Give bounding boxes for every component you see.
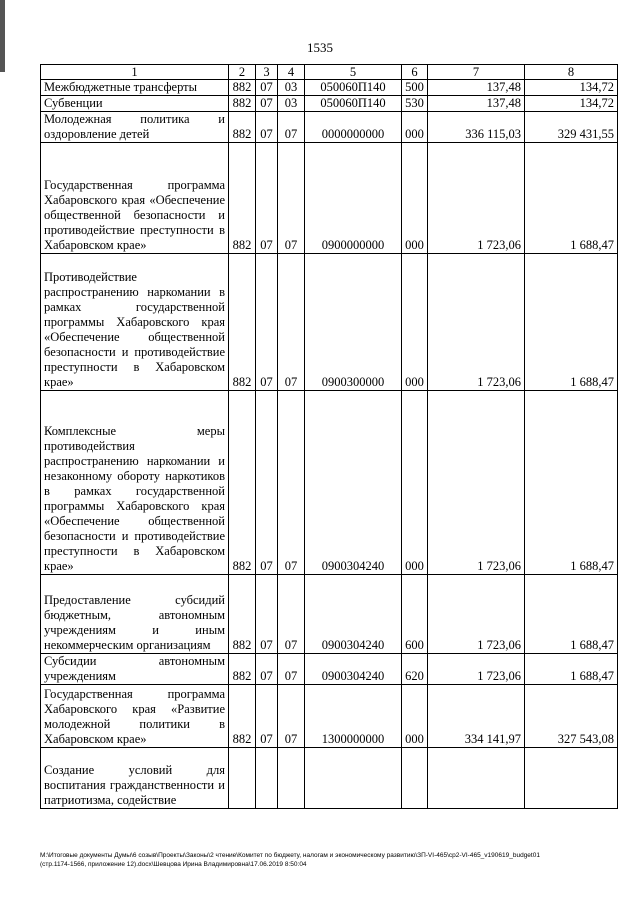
- target-article-cell: 1300000000: [305, 685, 402, 748]
- subsection-cell: 07: [278, 112, 305, 143]
- expense-type-cell: 000: [402, 685, 428, 748]
- budget-table: [40, 64, 618, 809]
- amount-2021-cell: 134,72: [525, 80, 618, 96]
- expense-type-cell: 620: [402, 654, 428, 685]
- table-row: [41, 391, 618, 575]
- amount-2021-cell: 1 688,47: [525, 254, 618, 391]
- expense-type-cell: 000: [402, 254, 428, 391]
- page-number: 1535: [307, 40, 333, 55]
- admin-code-cell: 882: [229, 143, 256, 254]
- amount-2021-cell: 1 688,47: [525, 575, 618, 654]
- subsection-cell: 07: [278, 685, 305, 748]
- row-name-cell: Государственная программа Хабаровского края «Обеспечение общественной безопасности и противодействие преступности в Хабаровском крае»: [41, 143, 229, 254]
- row-name-cell: Государственная программа Хабаровского края «Развитие молодежной политики в Хабаровском крае»: [41, 685, 229, 748]
- header-cell: 1: [41, 65, 229, 80]
- amount-2021-cell: 329 431,55: [525, 112, 618, 143]
- expense-type-cell: 530: [402, 96, 428, 112]
- expense-type-cell: 000: [402, 112, 428, 143]
- section-cell: 07: [256, 654, 278, 685]
- row-name-cell: Предоставление субсидий бюджетным, автономным учреждениям и иным некоммерческим организациям: [41, 575, 229, 654]
- admin-code-cell: 882: [229, 575, 256, 654]
- row-name-cell: Субсидии автономным учреждениям: [41, 654, 229, 685]
- subsection-cell: 03: [278, 80, 305, 96]
- table-row: [41, 112, 618, 143]
- section-cell: [256, 748, 278, 809]
- header-cell: 5: [305, 65, 402, 80]
- scan-edge-mark: [0, 0, 5, 72]
- row-name-cell: Противодействие распространению наркомании в рамках государственной программы Хабаровского края «Обеспечение общественной безопасности и противодействие преступности в Хабаровском крае»: [41, 254, 229, 391]
- amount-2020-cell: 1 723,06: [428, 391, 525, 575]
- target-article-cell: 0900304240: [305, 575, 402, 654]
- table-row: [41, 96, 618, 112]
- section-cell: 07: [256, 96, 278, 112]
- header-cell: 8: [525, 65, 618, 80]
- target-article-cell: 0900304240: [305, 654, 402, 685]
- row-name-cell: Создание условий для воспитания гражданственности и патриотизма, содействие: [41, 748, 229, 809]
- amount-2020-cell: 137,48: [428, 80, 525, 96]
- target-article-cell: 0900000000: [305, 143, 402, 254]
- target-article-cell: 0900304240: [305, 391, 402, 575]
- expense-type-cell: 000: [402, 391, 428, 575]
- subsection-cell: 07: [278, 575, 305, 654]
- row-name-cell: Межбюджетные трансферты: [41, 80, 229, 96]
- subsection-cell: [278, 748, 305, 809]
- expense-type-cell: [402, 748, 428, 809]
- table-row: [41, 748, 618, 809]
- header-row: [41, 65, 618, 80]
- admin-code-cell: 882: [229, 96, 256, 112]
- section-cell: 07: [256, 685, 278, 748]
- table-row: [41, 654, 618, 685]
- target-article-cell: 0000000000: [305, 112, 402, 143]
- header-cell: 6: [402, 65, 428, 80]
- footer-path-line: M:\Итоговые документы Думы\6 созыв\Проекты\Законы\2 чтение\Комитет по бюджету, налогам и экономическому развитию\ЗП-VI-465\сp2-VI-465_v190619_budget01: [40, 852, 540, 859]
- header-cell: 4: [278, 65, 305, 80]
- table-row: [41, 143, 618, 254]
- amount-2020-cell: 1 723,06: [428, 654, 525, 685]
- admin-code-cell: 882: [229, 80, 256, 96]
- amount-2020-cell: 1 723,06: [428, 254, 525, 391]
- amount-2020-cell: 336 115,03: [428, 112, 525, 143]
- subsection-cell: 07: [278, 254, 305, 391]
- footer-file-line: (стр.1174-1566, приложение 12).docx\Шевцова Ирина Владимировна\17.06.2019 8:50:04: [40, 861, 307, 868]
- table-row: [41, 575, 618, 654]
- document-footer: [40, 851, 620, 869]
- amount-2021-cell: 327 543,08: [525, 685, 618, 748]
- table-row: [41, 254, 618, 391]
- subsection-cell: 03: [278, 96, 305, 112]
- target-article-cell: 0900300000: [305, 254, 402, 391]
- subsection-cell: 07: [278, 143, 305, 254]
- row-name-cell: Молодежная политика и оздоровление детей: [41, 112, 229, 143]
- target-article-cell: [305, 748, 402, 809]
- section-cell: 07: [256, 391, 278, 575]
- amount-2021-cell: 1 688,47: [525, 391, 618, 575]
- amount-2020-cell: 1 723,06: [428, 575, 525, 654]
- expense-type-cell: 600: [402, 575, 428, 654]
- admin-code-cell: 882: [229, 685, 256, 748]
- amount-2021-cell: 1 688,47: [525, 143, 618, 254]
- row-name-cell: Комплексные меры противодействия распространению наркомании и незаконному обороту наркотиков в рамках государственной программы Хабаровского края «Обеспечение общественной безопасности и противодействие преступности в Хабаровском крае»: [41, 391, 229, 575]
- expense-type-cell: 000: [402, 143, 428, 254]
- admin-code-cell: 882: [229, 254, 256, 391]
- admin-code-cell: 882: [229, 654, 256, 685]
- section-cell: 07: [256, 80, 278, 96]
- header-cell: 2: [229, 65, 256, 80]
- admin-code-cell: 882: [229, 112, 256, 143]
- table-row: [41, 80, 618, 96]
- amount-2020-cell: 1 723,06: [428, 143, 525, 254]
- expense-type-cell: 500: [402, 80, 428, 96]
- amount-2020-cell: 137,48: [428, 96, 525, 112]
- section-cell: 07: [256, 112, 278, 143]
- section-cell: 07: [256, 575, 278, 654]
- amount-2021-cell: 134,72: [525, 96, 618, 112]
- amount-2020-cell: 334 141,97: [428, 685, 525, 748]
- admin-code-cell: [229, 748, 256, 809]
- subsection-cell: 07: [278, 391, 305, 575]
- header-cell: 3: [256, 65, 278, 80]
- amount-2021-cell: [525, 748, 618, 809]
- header-cell: 7: [428, 65, 525, 80]
- admin-code-cell: 882: [229, 391, 256, 575]
- amount-2020-cell: [428, 748, 525, 809]
- table-row: [41, 685, 618, 748]
- amount-2021-cell: 1 688,47: [525, 654, 618, 685]
- section-cell: 07: [256, 254, 278, 391]
- subsection-cell: 07: [278, 654, 305, 685]
- target-article-cell: 050060П140: [305, 80, 402, 96]
- row-name-cell: Субвенции: [41, 96, 229, 112]
- target-article-cell: 050060П140: [305, 96, 402, 112]
- section-cell: 07: [256, 143, 278, 254]
